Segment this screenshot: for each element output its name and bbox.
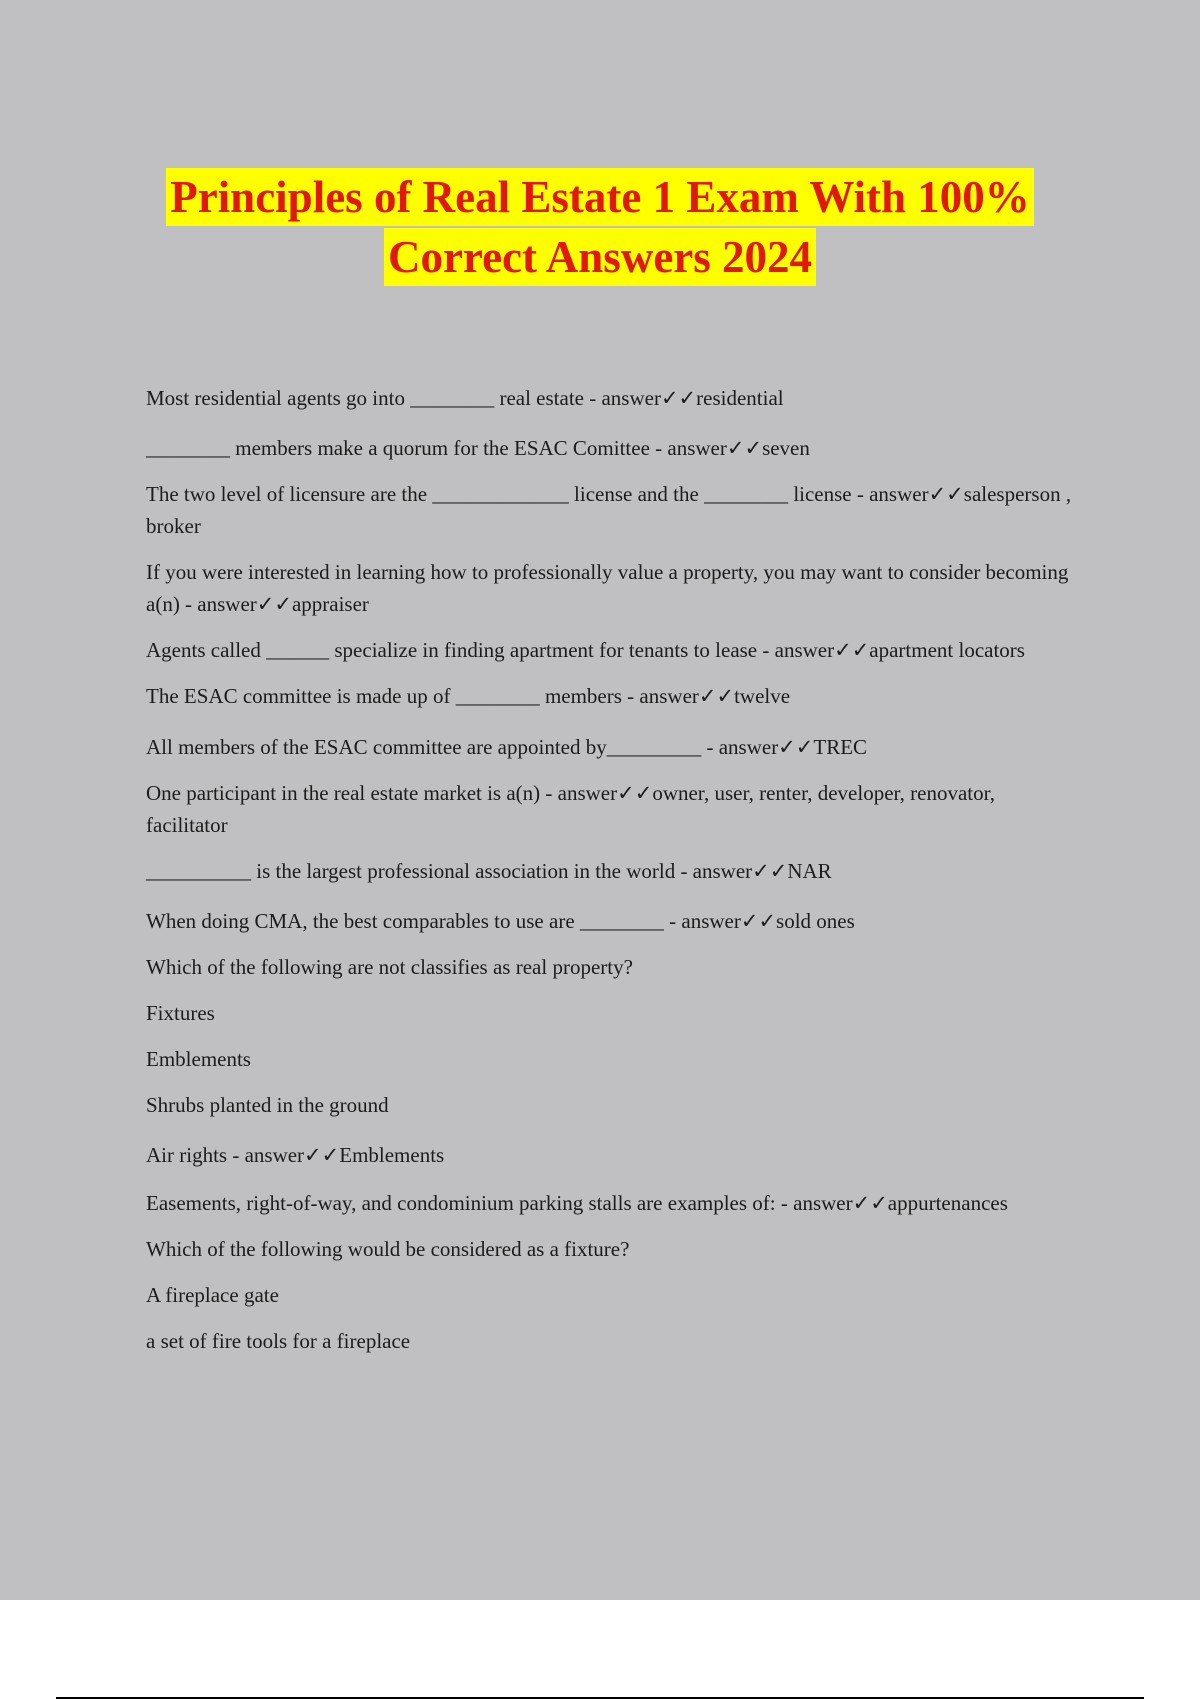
paragraph: When doing CMA, the best comparables to use are ________ - answer✓✓sold ones [146,909,855,933]
document-title [0,168,1200,288]
paragraph: ________ members make a quorum for the ESAC Comittee - answer✓✓seven [146,436,810,460]
paragraph: Most residential agents go into ________ real estate - answer✓✓residential [146,386,784,410]
paragraph: Which of the following would be considered as a fixture? [146,1237,630,1261]
paragraph: All members of the ESAC committee are appointed by_________ - answer✓✓TREC [146,735,868,759]
paragraph: Which of the following are not classifies as real property? [146,955,633,979]
paragraph: Shrubs planted in the ground [146,1093,389,1117]
paragraph: A fireplace gate [146,1283,279,1307]
paragraph: If you were interested in learning how to professionally value a property, you may want to consider becoming a(n) - answer✓✓appraiser [146,560,1069,616]
paragraph: Agents called ______ specialize in finding apartment for tenants to lease - answer✓✓apartment locators [146,638,1025,662]
bottom-rule [56,1697,1144,1699]
document-body [146,382,1076,1357]
paragraph: __________ is the largest professional association in the world - answer✓✓NAR [146,859,832,883]
paragraph: Fixtures [146,1001,215,1025]
paragraph: Easements, right-of-way, and condominium parking stalls are examples of: - answer✓✓appurtenances [146,1191,1008,1215]
paragraph: Air rights - answer✓✓Emblements [146,1143,445,1167]
paragraph: a set of fire tools for a fireplace [146,1329,411,1353]
title-line-2: Correct Answers 2024 [384,228,816,286]
paragraph: One participant in the real estate market is a(n) - answer✓✓owner, user, renter, developer, renovator, facilitator [146,781,996,837]
paragraph: The two level of licensure are the _____________ license and the ________ license - answer✓✓salesperson , broker [146,482,1072,538]
paragraph: Emblements [146,1047,251,1071]
title-line-1: Principles of Real Estate 1 Exam With 100% [166,168,1034,226]
paragraph: The ESAC committee is made up of ________ members - answer✓✓twelve [146,684,791,708]
